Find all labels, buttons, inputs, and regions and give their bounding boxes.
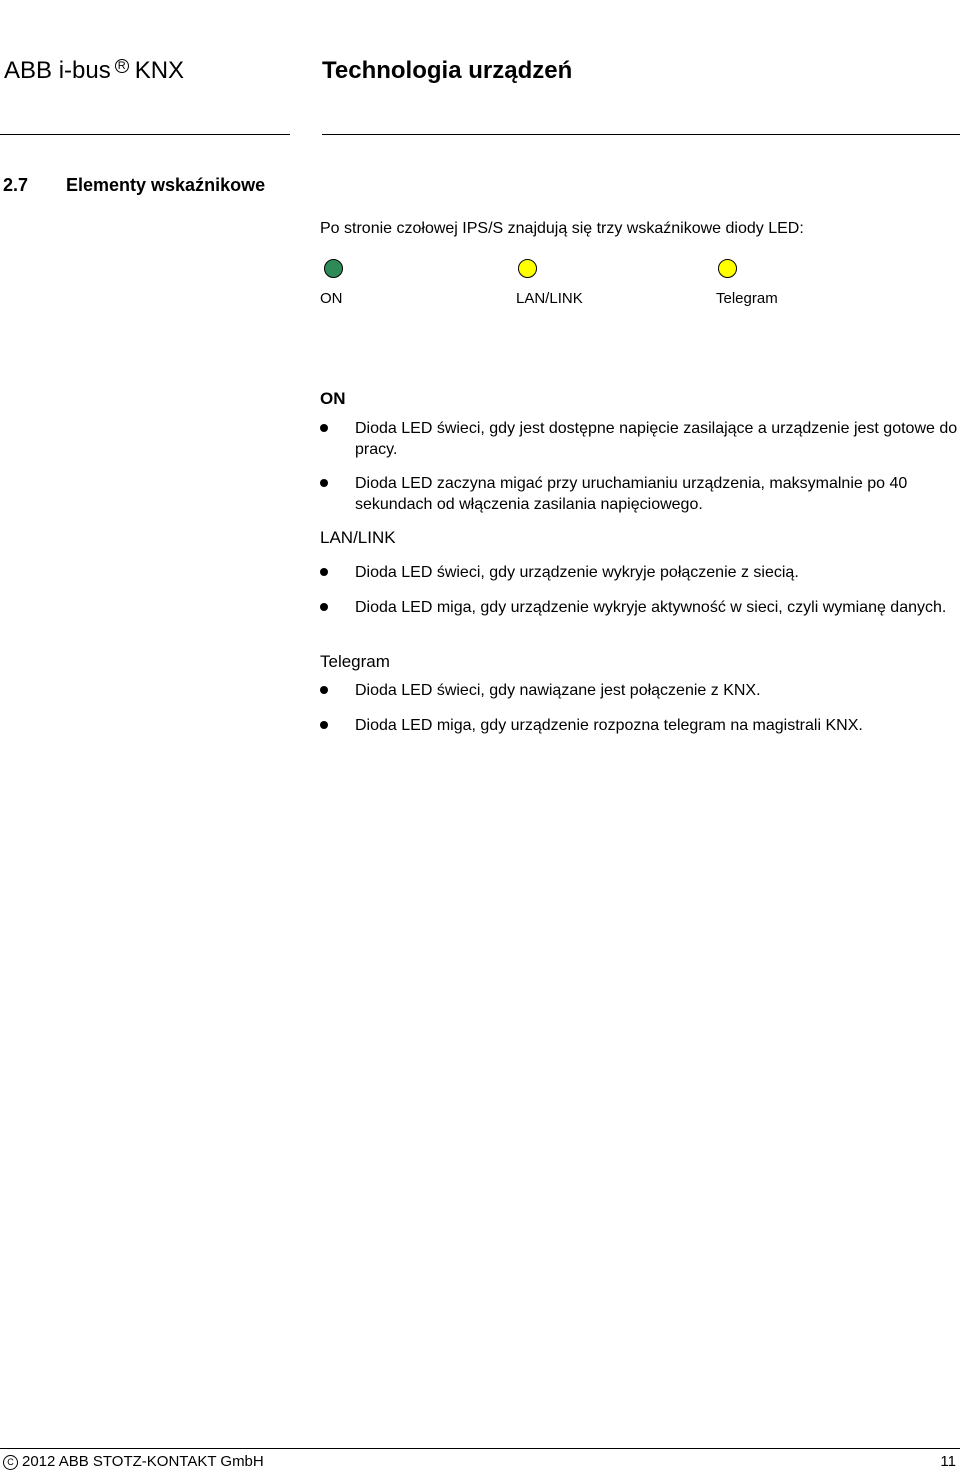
list-item: Dioda LED miga, gdy urządzenie wykryje aktywność w sieci, czyli wymianę danych.: [355, 599, 947, 616]
bullet-icon: [320, 603, 328, 611]
brand-prefix: ABB i-bus: [4, 57, 111, 84]
copyright-icon: C: [3, 1455, 18, 1470]
footer-divider: [0, 1448, 960, 1449]
led-label-lan-link: LAN/LINK: [516, 290, 583, 307]
led-label-telegram: Telegram: [716, 290, 778, 307]
led-telegram-icon: [718, 259, 737, 278]
group-heading-telegram: Telegram: [320, 652, 390, 671]
section-title: Elementy wskaźnikowe: [66, 175, 266, 195]
led-lan-link-icon: [518, 259, 537, 278]
header-brand: [4, 57, 184, 85]
footer-copyright: [3, 1453, 264, 1470]
registered-mark-icon: R: [115, 59, 129, 73]
list-item: Dioda LED świeci, gdy jest dostępne napięcie zasilające a urządzenie jest gotowe do pracy.: [355, 420, 958, 458]
brand-suffix: KNX: [134, 57, 185, 84]
header-divider-right: [322, 134, 960, 135]
bullet-icon: [320, 721, 328, 729]
list-item: Dioda LED miga, gdy urządzenie rozpozna telegram na magistrali KNX.: [355, 717, 863, 734]
led-label-on: ON: [320, 290, 343, 307]
bullet-icon: [320, 568, 328, 576]
group-heading-on: ON: [320, 389, 346, 408]
list-item: Dioda LED zaczyna migać przy uruchamianiu urządzenia, maksymalnie po 40 sekundach od włączenia zasilania napięciowego.: [355, 475, 908, 513]
page-title: Technologia urządzeń: [322, 57, 573, 84]
copyright-text: 2012 ABB STOTZ-KONTAKT GmbH: [22, 1453, 264, 1470]
intro-text: Po stronie czołowej IPS/S znajdują się trzy wskaźnikowe diody LED:: [320, 220, 804, 237]
led-on-icon: [324, 259, 343, 278]
section-number: 2.7: [3, 175, 29, 195]
list-item: Dioda LED świeci, gdy nawiązane jest połączenie z KNX.: [355, 682, 761, 699]
header-divider-left: [0, 134, 290, 135]
bullet-icon: [320, 479, 328, 487]
group-heading-lan-link: LAN/LINK: [320, 528, 396, 547]
bullet-icon: [320, 424, 328, 432]
list-item: Dioda LED świeci, gdy urządzenie wykryje połączenie z siecią.: [355, 564, 799, 581]
page-number: 11: [940, 1453, 956, 1470]
bullet-icon: [320, 686, 328, 694]
